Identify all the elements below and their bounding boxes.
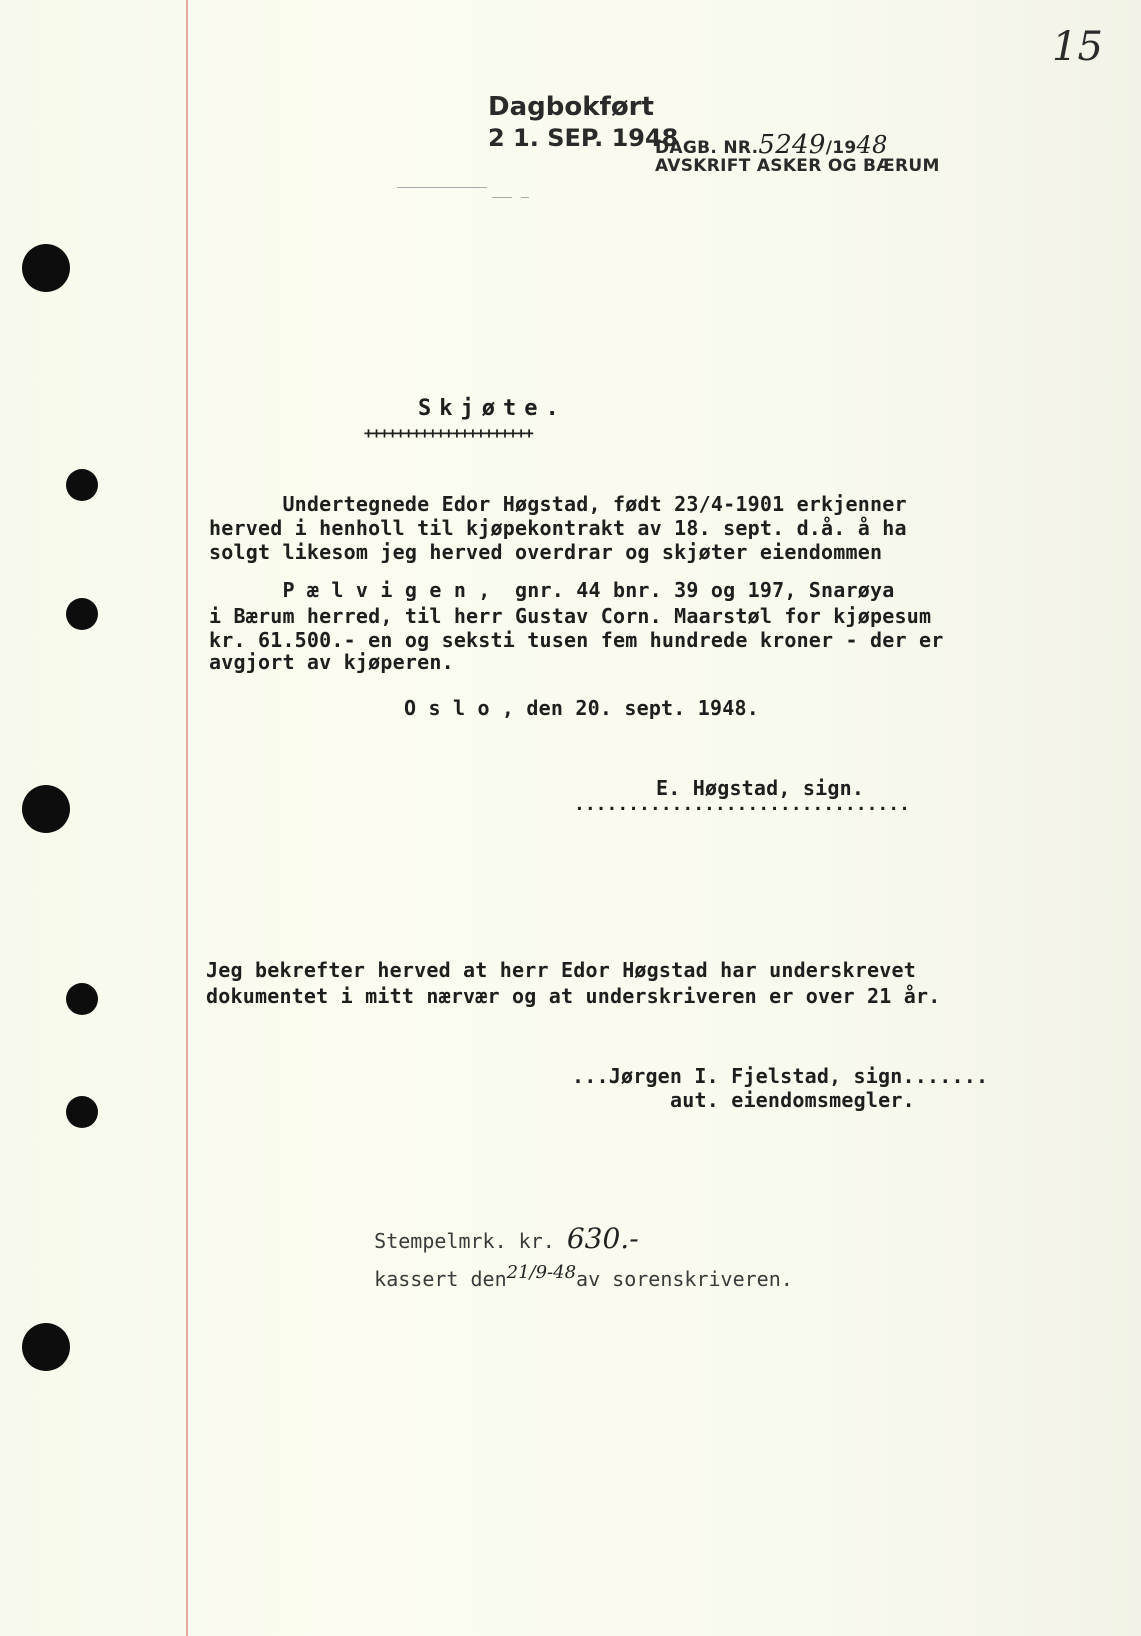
faint-mark: [521, 197, 529, 198]
witness-line: dokumentet i mitt nærvær og at underskriveren er over 21 år.: [206, 984, 941, 1008]
punch-hole: [22, 785, 70, 833]
body-line: i Bærum herred, til herr Gustav Corn. Maarstøl for kjøpesum: [209, 604, 932, 628]
dagb-nr-year-prefix: /19: [825, 138, 857, 158]
punch-hole: [22, 1323, 70, 1371]
punch-hole: [66, 1096, 98, 1128]
witness-signature: ...Jørgen I. Fjelstad, sign.......: [572, 1064, 989, 1088]
fee-label: Stempelmrk. kr.: [374, 1229, 555, 1253]
cancelled-prefix: kassert den: [374, 1267, 507, 1291]
punch-hole: [66, 469, 98, 501]
faint-mark: [492, 197, 512, 198]
witness-line: Jeg bekrefter herved at herr Edor Høgstad har underskrevet: [206, 958, 916, 982]
signature-dots: ...............................: [574, 794, 910, 815]
title-underline: +++++++++++++++++++++: [364, 424, 533, 442]
body-line: Undertegnede Edor Høgstad, født 23/4-1901 erkjenner: [209, 492, 907, 516]
dagb-nr-year-suffix: 48: [856, 131, 888, 159]
fee-value: 630.-: [566, 1222, 639, 1255]
cancelled-date: 21/9-48: [506, 1262, 577, 1283]
margin-line: [186, 0, 188, 1636]
dagb-nr-value: 5249: [758, 130, 826, 160]
cancelled-suffix: av sorenskriveren.: [576, 1267, 793, 1291]
punch-hole: [66, 598, 98, 630]
office-stamp: AVSKRIFT ASKER OG BÆRUM: [655, 156, 940, 176]
page-number: 15: [1052, 24, 1103, 70]
faint-mark: [397, 187, 487, 188]
place-date: O s l o , den 20. sept. 1948.: [404, 696, 759, 720]
body-line: solgt likesom jeg herved overdrar og skjøter eiendommen: [209, 540, 883, 564]
body-line: avgjort av kjøperen.: [209, 650, 454, 674]
body-line: kr. 61.500.- en og seksti tusen fem hundrede kroner - der er: [209, 628, 944, 652]
body-line: herved i henholl til kjøpekontrakt av 18. sept. d.å. å ha: [209, 516, 907, 540]
cancelled-line: [326, 1243, 793, 1315]
witness-title: aut. eiendomsmegler.: [670, 1088, 915, 1112]
seller-signature: E. Høgstad, sign.: [656, 776, 865, 800]
document-title: Skjøte.: [418, 396, 567, 421]
body-line: P æ l v i g e n , gnr. 44 bnr. 39 og 197, Snarøya: [209, 578, 895, 602]
punch-hole: [66, 983, 98, 1015]
punch-hole: [22, 244, 70, 292]
dagb-nr-label-text: DAGB. NR.: [655, 138, 759, 158]
dagbokfort-date: 2 1. SEP. 1948: [488, 124, 679, 152]
dagbokfort-label: Dagbokført: [488, 92, 654, 122]
